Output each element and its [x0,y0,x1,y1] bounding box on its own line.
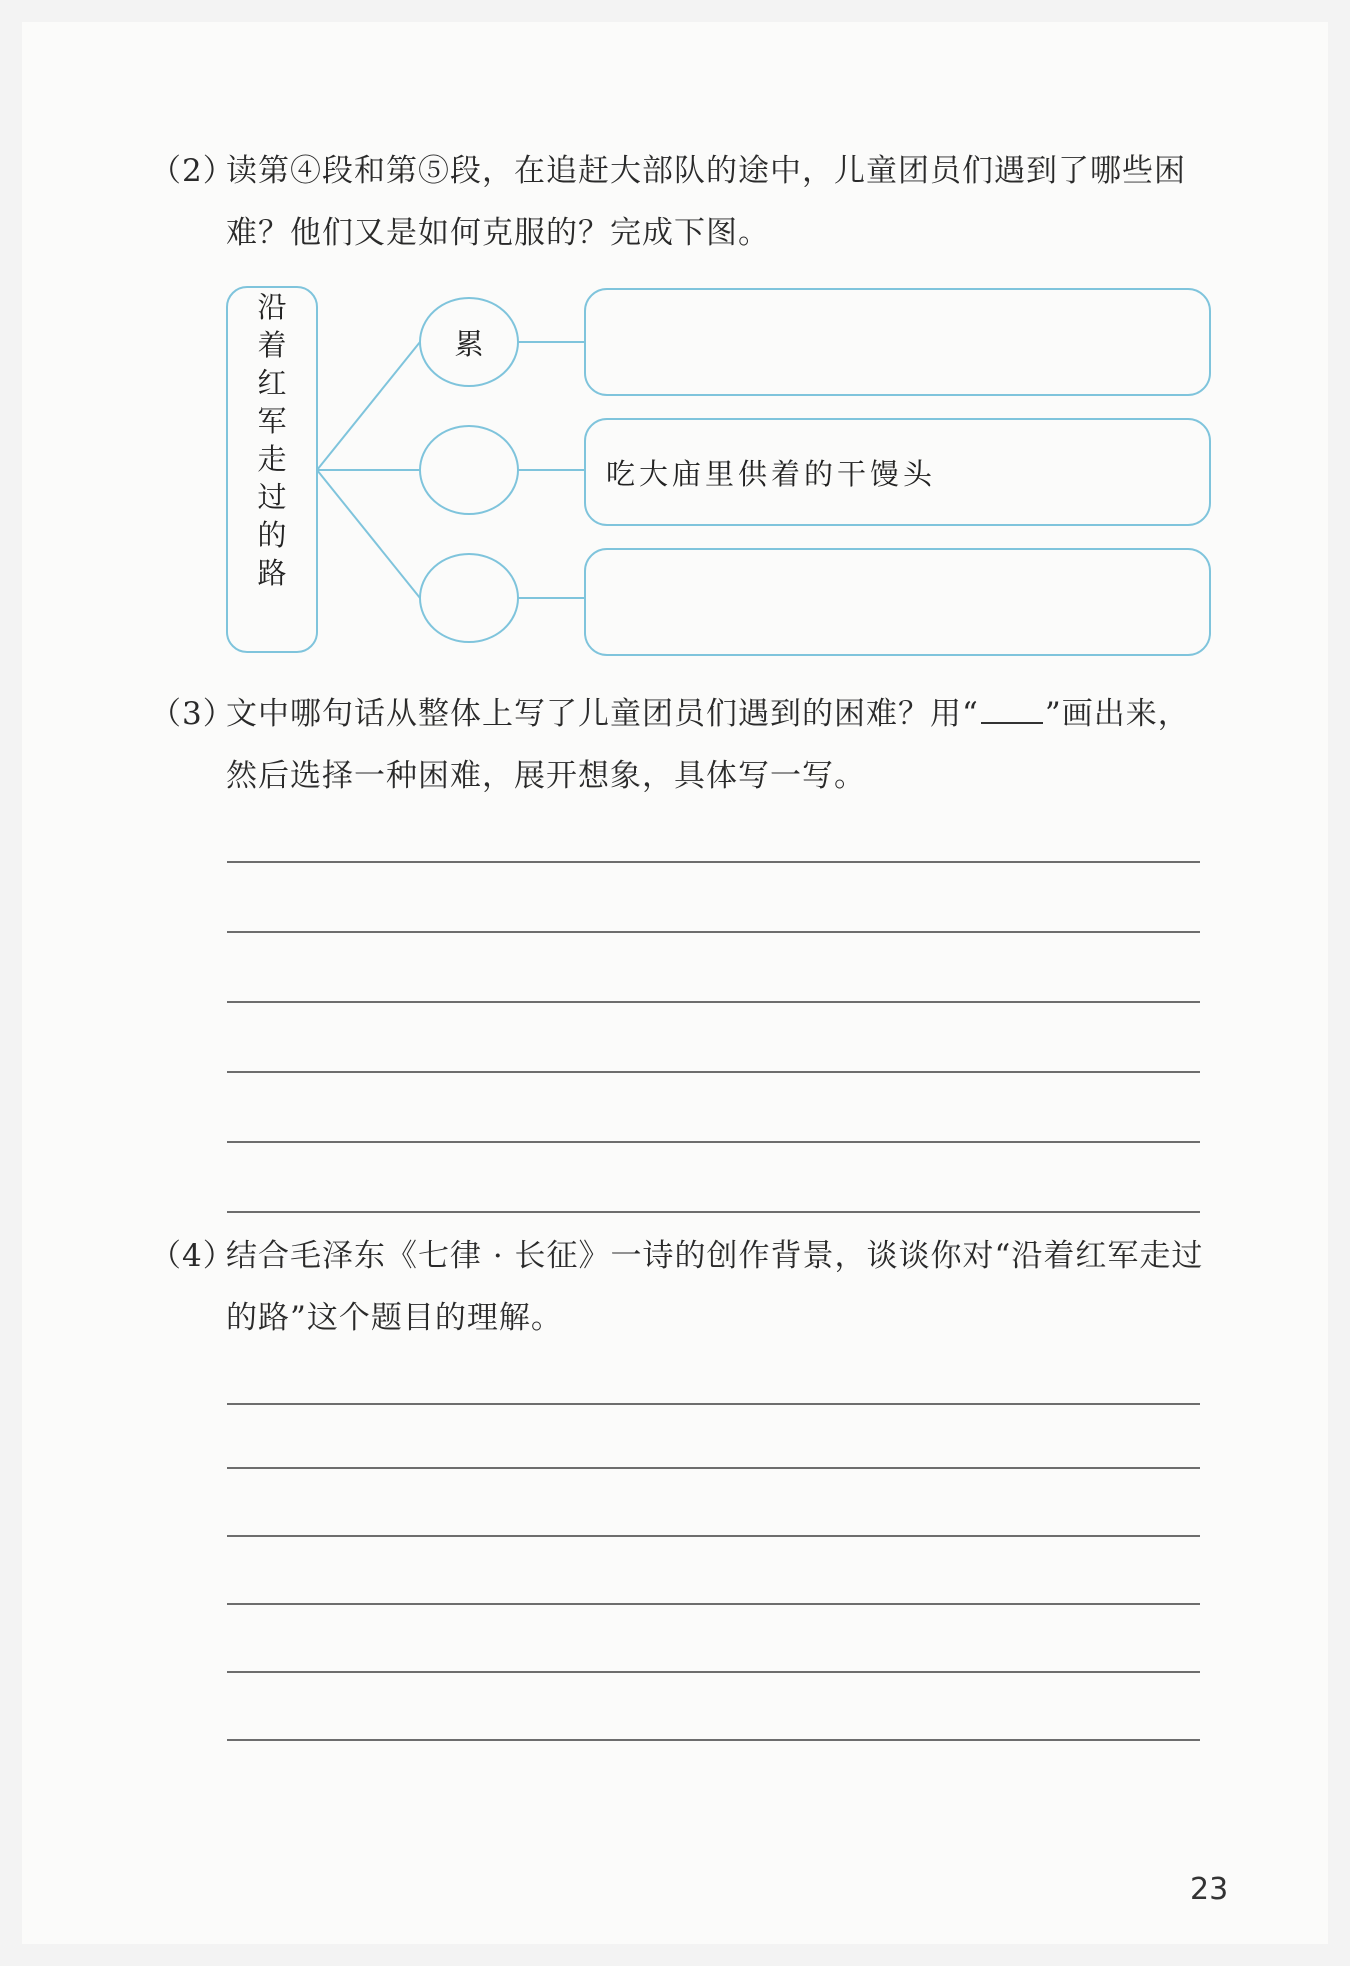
answer-line-q4-6[interactable] [227,1739,1200,1741]
difficulty-label-1: 累 [454,327,484,361]
answer-line-q4-3[interactable] [227,1535,1200,1537]
question-4 [150,1225,1210,1349]
page-number: 23 [1190,1872,1229,1907]
answer-line-q3-1[interactable] [227,861,1200,863]
question-2-text: 读第④段和第⑤段，在追赶大部队的途中，儿童团员们遇到了哪些困难？他们又是如何克服的？完成下图。 [226,153,1186,251]
answer-line-q3-4[interactable] [227,1071,1200,1073]
answer-line-q4-1[interactable] [227,1403,1200,1405]
underline-mark-sample [981,694,1043,724]
answer-line-q3-6[interactable] [227,1211,1200,1213]
answer-line-q4-4[interactable] [227,1603,1200,1605]
solution-text-2: 吃大庙里供着的干馒头 [606,457,937,491]
answer-line-q3-2[interactable] [227,931,1200,933]
answer-line-q4-5[interactable] [227,1671,1200,1673]
question-3 [150,683,1210,807]
question-2-number: （2） [150,153,235,189]
root-label: 沿 着 红 军 走 过 的 路 [257,290,287,590]
question-3-text: 文中哪句话从整体上写了儿童团员们遇到的困难？用“ ”画出来，然后选择一种困难，展开想象，具体写一写。 [226,696,1190,794]
question-2 [150,140,1210,264]
worksheet-page [22,22,1328,1944]
answer-line-q3-3[interactable] [227,1001,1200,1003]
answer-line-q3-5[interactable] [227,1141,1200,1143]
question-4-number: （4） [150,1238,235,1274]
question-3-number: （3） [150,696,235,732]
question-4-text: 结合毛泽东《七律 · 长征》一诗的创作背景，谈谈你对“沿着红军走过的路”这个题目的理解。 [226,1238,1204,1336]
answer-line-q4-2[interactable] [227,1467,1200,1469]
